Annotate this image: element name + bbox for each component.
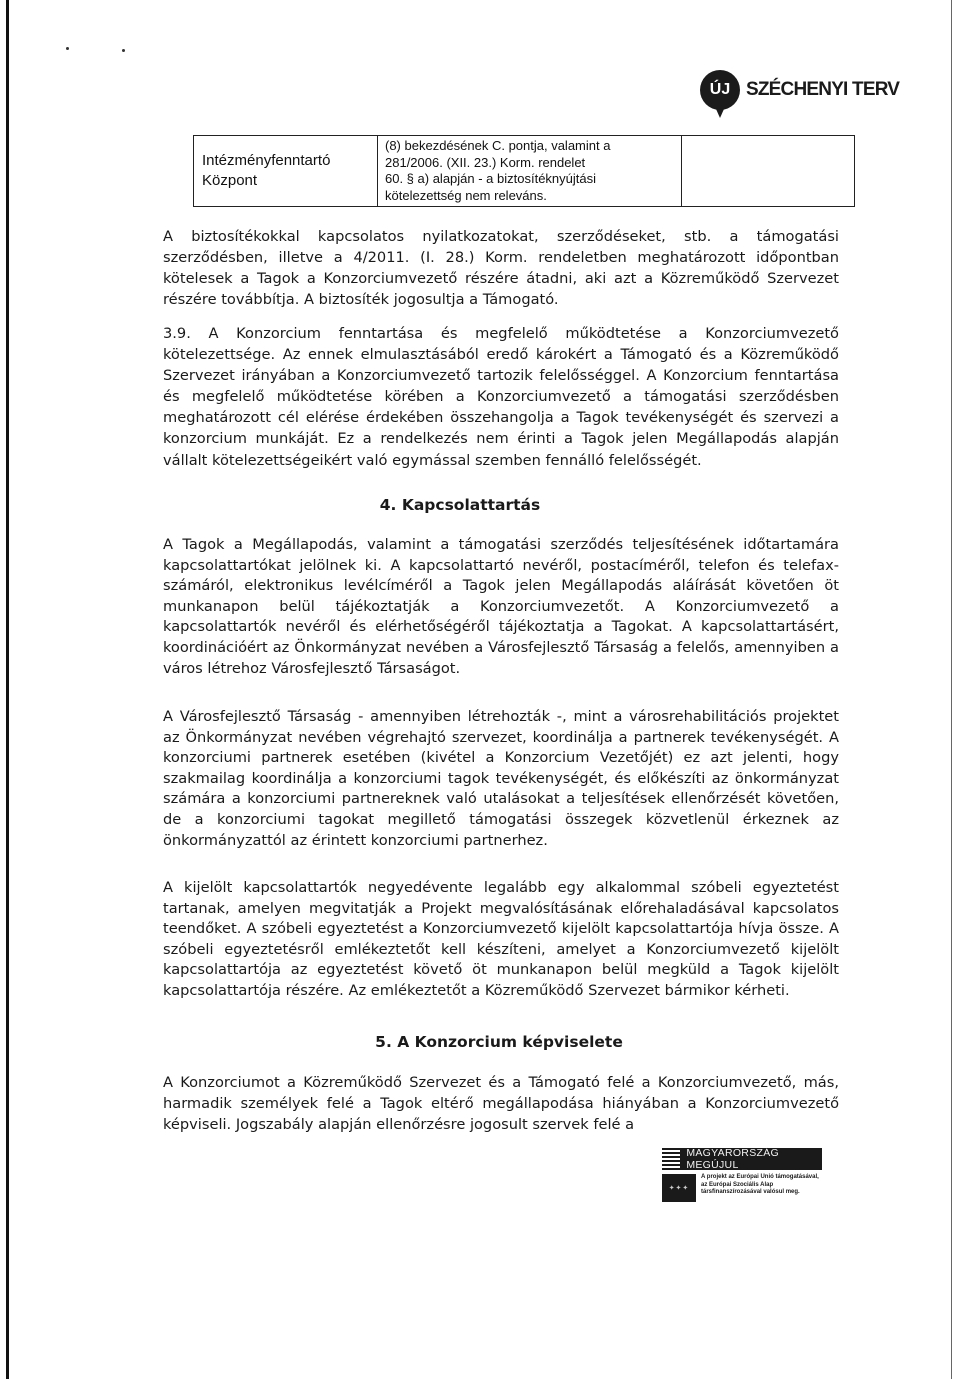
institution-table	[193, 135, 855, 207]
flag-stripe-icon	[662, 1148, 680, 1170]
scan-border-right	[951, 0, 952, 1379]
desc-line: 60. § a) alapján - a biztosítéknyújtási	[385, 171, 597, 186]
eu-flag-icon: ✦✦✦	[662, 1174, 696, 1202]
eu-badge-title: MAGYARORSZÁG MEGÚJUL	[686, 1147, 779, 1171]
eu-note-line: társfinanszírozásával valósul meg.	[701, 1189, 800, 1195]
eu-badge-body	[662, 1174, 822, 1202]
table-desc-cell	[378, 136, 682, 207]
eu-note-line: A projekt az Európai Unió támogatásával,	[701, 1174, 819, 1180]
logo-text: SZÉCHENYI TERV	[746, 79, 900, 100]
table-empty-cell	[682, 136, 855, 207]
table-label-cell	[194, 136, 378, 207]
scan-speck	[122, 49, 125, 52]
table-row	[194, 136, 855, 207]
szechenyi-terv-logo	[700, 68, 899, 112]
desc-line: (8) bekezdésének C. pontja, valamint a	[385, 138, 611, 153]
desc-line: 281/2006. (XII. 23.) Korm. rendelet	[385, 154, 586, 170]
eu-badge-header	[662, 1148, 822, 1170]
institution-name: Intézményfenntartó Központ	[202, 152, 331, 189]
uj-logo-icon: ÚJ	[700, 70, 740, 110]
scan-speck	[66, 47, 69, 50]
paragraph-3-9: 3.9. A Konzorcium fenntartása és megfelelő működtetése a Konzorciumvezető kötelezettsége. Az ennek elmulasztásából eredő károkért a Támogató és a Közreműködő Szervezet irányában a Konzorciumvezető tartozik felelősséggel. A Konzorcium fenntartása és megfelelő működtetése körében a Konzorciumvezető a támogatási szerződésben meghatározott cél elérése érdekében összehangolja a Tagok tevékenységét és szervezi a konzorcium munkáját. Ez a rendelkezés nem érinti a Tagok jelen Megállapodás alapján vállalt kötelezettségeikért való egymással szemben fennálló felelősségét.	[163, 325, 839, 469]
paragraph-meetings: A kijelölt kapcsolattartók negyedévente legalább egy alkalommal szóbeli egyeztetést tartanak, amelyen megvitatják a Projekt megvalósításának előrehaladásával kapcsolatos teendőket. A szóbeli egyeztetést a Konzorciumvezető kijelölt kapcsolattartója hívja össze. A szóbeli egyeztetésről emlékeztetőt kell készíteni, amelyet a Konzorciumvezető kijelölt kapcsolattartója az egyeztetést követő öt munkanapon belül megküld a Tagok kijelölt kapcsolattartója részére. Az emlékeztetőt a Közreműködő Szervezet bármikor kérheti.	[163, 879, 839, 999]
paragraph-contacts: A Tagok a Megállapodás, valamint a támogatási szerződés teljesítésének időtartamára kapcsolattartókat jelölnek ki. A kapcsolattartó nevéről, postacíméről, telefon és telefax-számáról, elektronikus levélcíméről a Tagok jelen Megállapodás aláírását követően öt munkanapon belül tájékoztatják a Konzorciumvezetőt. A Konzorciumvezető a kapcsolattartók nevéről és elérhetőségéről tájékoztatja a Tagokat. A kapcsolattartásért, koordinációért az Önkormányzat nevében a Városfejlesztő Társaság a felelős, amennyiben a város létrehoz Városfejlesztő Társaságot.	[163, 536, 839, 677]
paragraph-guarantees: A biztosítékokkal kapcsolatos nyilatkozatokat, szerződéseket, stb. a támogatási szerződésben, illetve a 4/2011. (I. 28.) Korm. rendeletben meghatározott időpontban kötelesek a Tagok a Konzorciumvezető részére átadni, aki azt a Közreműködő Szervezet részére továbbítja. A biztosíték jogosultja a Támogató.	[163, 228, 839, 309]
eu-funding-badge	[662, 1148, 822, 1202]
paragraph-representation: A Konzorciumot a Közreműködő Szervezet és a Támogató felé a Konzorciumvezető, más, harmadik személyek felé a Tagok eltérő megállapodása hiányában a Konzorciumvezető képviseli. Jogszabály alapján ellenőrzésre jogosult szervek felé a	[163, 1074, 839, 1134]
section-heading-5: 5. A Konzorcium képviselete	[375, 1033, 623, 1051]
desc-line: kötelezettség nem releváns.	[385, 187, 547, 203]
paragraph-city-development: A Városfejlesztő Társaság - amennyiben létrehozták -, mint a városrehabilitációs projektet az Önkormányzat nevében végrehajtó szervezet, koordinálja a partnerek tevékenységét. A konzorciumi partnerek esetében (kivétel a Konzorcium Vezetőjét) ez azt jelenti, hogy szakmailag koordinálja a konzorciumi tagok tevékenységét, és előkészíti az önkormányzat számára a konzorciumi partnereknek való utalásokat a teljesítések ellenőrzését követően, de a konzorciumi tagokat megillető támogatási összegek közvetlenül érkeznek az önkormányzattól az érintett konzorciumi partnerhez.	[163, 708, 839, 849]
eu-badge-note	[701, 1174, 819, 1197]
section-heading-4: 4. Kapcsolattartás	[379, 496, 541, 514]
eu-note-line: az Európai Szociális Alap	[701, 1181, 774, 1188]
scan-border-left	[6, 0, 9, 1379]
